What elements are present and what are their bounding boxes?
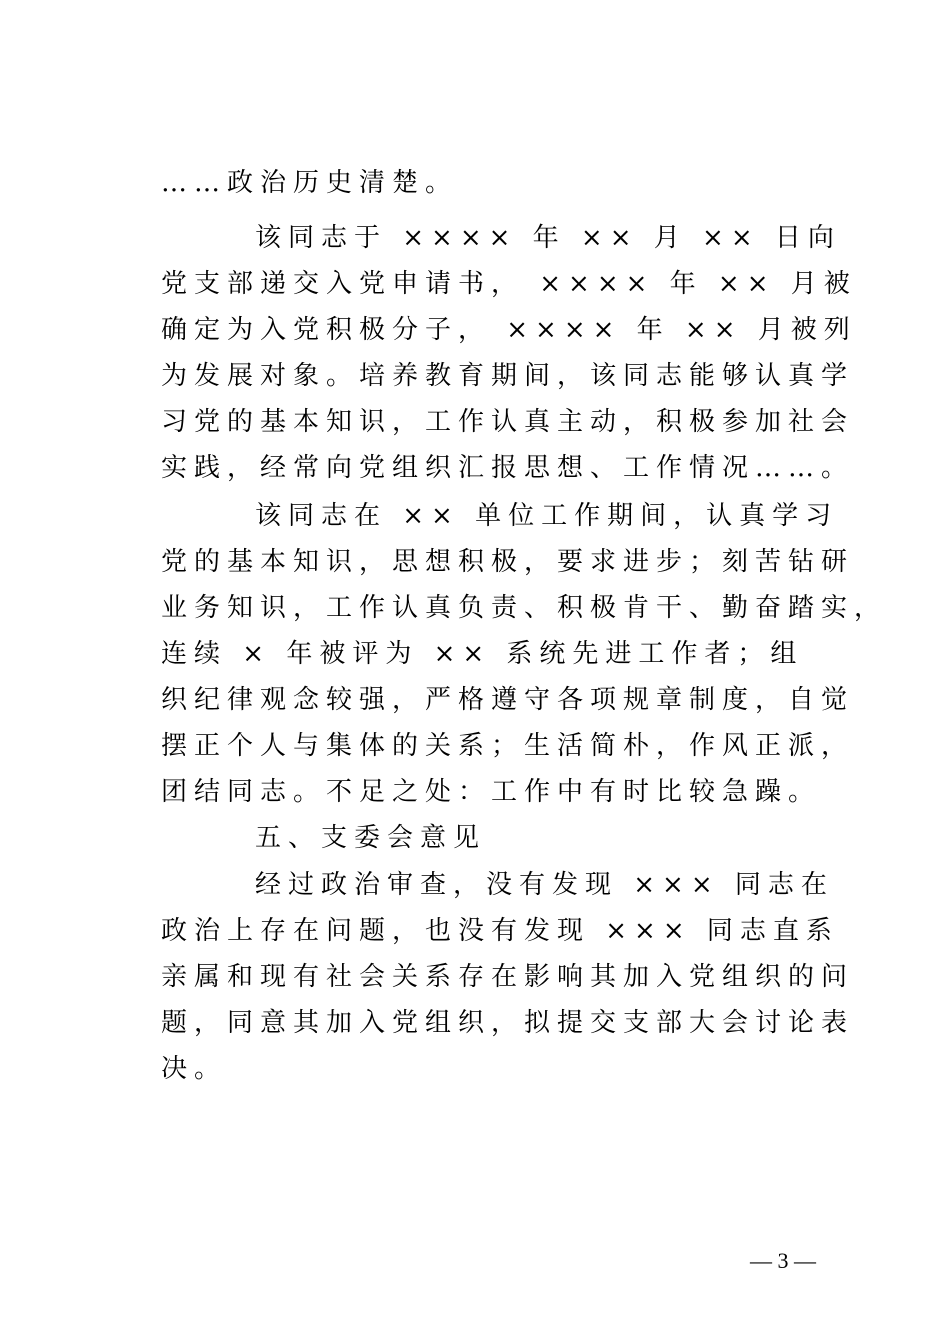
text-line: 党的基本知识，思想积极，要求进步；刻苦钻研 [161, 547, 855, 577]
text-line: 政治上存在问题，也没有发现 ××× 同志直系 [161, 916, 839, 946]
paragraph-first-line: 该同志在 ×× 单位工作期间，认真学习 [255, 501, 839, 531]
text-line: 习党的基本知识，工作认真主动，积极参加社会 [161, 407, 855, 437]
section-heading: 五、支委会意见 [255, 823, 487, 853]
paragraph-first-line: 经过政治审查，没有发现 ××× 同志在 [255, 870, 834, 900]
text-line: 为发展对象。培养教育期间，该同志能够认真学 [161, 361, 855, 391]
text-line: 亲属和现有社会关系存在影响其加入党组织的问 [161, 962, 855, 992]
text-line: 确定为入党积极分子， ×××× 年 ×× 月被列 [161, 315, 857, 345]
text-line: 题，同意其加入党组织，拟提交支部大会讨论表 [161, 1008, 855, 1038]
text-line: 连续 × 年被评为 ×× 系统先进工作者；组 [161, 639, 804, 669]
text-line: 党支部递交入党申请书， ×××× 年 ×× 月被 [161, 269, 857, 299]
text-line: 业务知识，工作认真负责、积极肯干、勤奋踏实， [161, 593, 888, 623]
page-number: — 3 — [750, 1248, 816, 1273]
text-line: ……政治历史清楚。 [161, 168, 459, 198]
text-line: 决。 [161, 1054, 228, 1084]
text-line: 团结同志。不足之处：工作中有时比较急躁。 [161, 777, 822, 807]
text-line: 织纪律观念较强，严格遵守各项规章制度，自觉 [161, 685, 855, 715]
text-line: 实践，经常向党组织汇报思想、工作情况……。 [161, 453, 855, 483]
paragraph-first-line: 该同志于 ×××× 年 ×× 月 ×× 日向 [255, 223, 841, 253]
text-line: 摆正个人与集体的关系；生活简朴，作风正派， [161, 731, 855, 761]
